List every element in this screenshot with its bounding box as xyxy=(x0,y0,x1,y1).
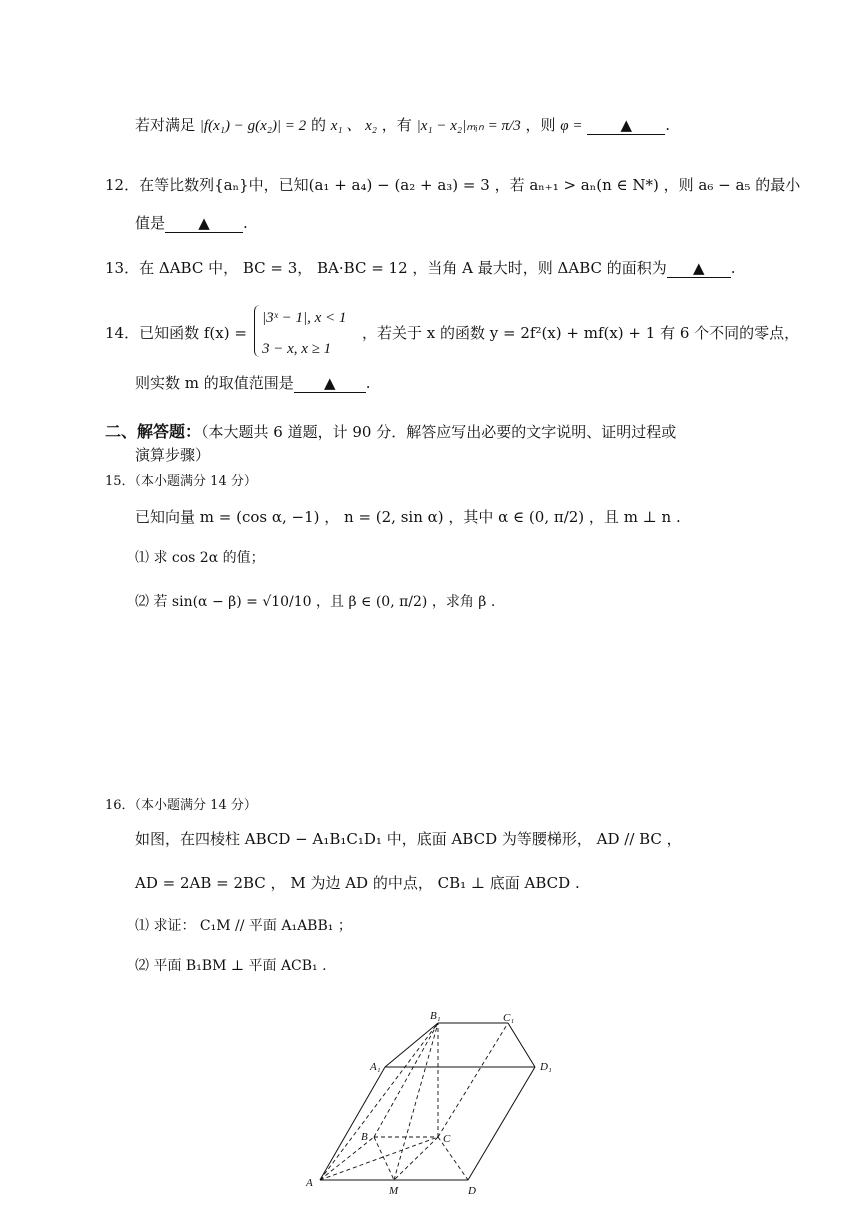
answer-blank: ▲ xyxy=(667,259,731,278)
q16-stem2: AD = 2AB = 2BC ， M 为边 AD 的中点， CB₁ ⊥ 底面 ABCD . xyxy=(135,874,580,892)
label-B: B xyxy=(361,1131,368,1143)
edge-B-B1 xyxy=(374,1023,438,1137)
q14-prompt: 则实数 m 的取值范围是 xyxy=(135,374,294,392)
figure-labels xyxy=(305,1010,552,1196)
q11-variables: x₁ 、 x₂ xyxy=(330,118,378,134)
q16-part1 xyxy=(135,918,352,935)
question-number: 16． xyxy=(105,798,135,813)
q11-tail-line xyxy=(135,116,670,135)
q13-line xyxy=(105,259,736,278)
q11-condition: |x₁ − x₂|ₘᵢₙ = π/3 xyxy=(416,118,521,134)
edge-C-M xyxy=(394,1137,438,1180)
part-text: 若 sin(α − β) = √10/10 ，且 β ∈ (0, π/2) ，求角 β . xyxy=(153,594,496,610)
period: . xyxy=(365,374,371,392)
question-number: 12． xyxy=(105,176,140,194)
q14-case2: 3 − x, x ≥ 1 xyxy=(262,341,332,357)
part-label: ⑴ xyxy=(135,918,149,934)
label-A1: A₁ xyxy=(370,1061,381,1073)
q16-part2 xyxy=(135,958,327,975)
points-note: （本小题满分 14 分） xyxy=(134,798,257,813)
edge-D-D1 xyxy=(468,1067,535,1180)
label-D1: D₁ xyxy=(540,1061,552,1073)
piecewise-brace xyxy=(254,305,261,357)
edge-A-C xyxy=(320,1137,438,1180)
label-C: C xyxy=(443,1133,451,1145)
figure-solid-edges xyxy=(320,1023,535,1180)
part-text: 求证： C₁M // 平面 A₁ABB₁ ； xyxy=(153,918,352,934)
q12-line1 xyxy=(105,176,800,194)
edge-M-B1 xyxy=(394,1023,438,1180)
edge-A-A1 xyxy=(320,1067,385,1180)
label-M: M xyxy=(389,1185,399,1196)
q11-expression: |f(x₁) − g(x₂)| = 2 xyxy=(199,118,307,134)
label-D: D xyxy=(468,1185,476,1196)
q12-stem: 在等比数列{aₙ}中，已知(a₁ + a₄) − (a₂ + a₃) = 3 ，若 aₙ₊₁ > aₙ(n ∈ N*) ，则 a₆ − a₅ 的最小 xyxy=(139,176,801,194)
figure-dashed-edges xyxy=(320,1023,508,1180)
part-text: 平面 B₁BM ⊥ 平面 ACB₁ . xyxy=(153,958,327,974)
prism-figure xyxy=(300,1006,560,1196)
section2-line2: 演算步骤） xyxy=(135,446,211,464)
part-label: ⑵ xyxy=(135,594,149,610)
q14-line2 xyxy=(135,374,371,393)
q11-target: φ = xyxy=(560,118,583,134)
q15-header xyxy=(105,474,257,490)
section-description: （本大题共 6 道题，计 90 分．解答应写出必要的文字说明、证明过程或 xyxy=(201,423,677,441)
edge-A-B1 xyxy=(320,1023,438,1180)
q16-header xyxy=(105,798,257,814)
question-number: 14． xyxy=(105,324,140,342)
period: . xyxy=(730,259,736,277)
q16-stem1: 如图，在四棱柱 ABCD − A₁B₁C₁D₁ 中，底面 ABCD 为等腰梯形， AD // BC ， xyxy=(135,830,682,848)
q12-line2 xyxy=(135,214,248,233)
q14-line1 xyxy=(105,324,247,342)
part-label: ⑵ xyxy=(135,958,149,974)
q11-text: 若对满足 xyxy=(135,116,196,134)
q11-text: ，有 xyxy=(381,116,412,134)
q14-case1: |3ˣ − 1|, x < 1 xyxy=(262,310,347,326)
section2-line1 xyxy=(105,422,676,441)
q11-text: 的 xyxy=(310,116,326,134)
q12-prompt: 值是 xyxy=(135,214,166,232)
q14-suffix: ，若关于 x 的函数 y = 2f²(x) + mf(x) + 1 有 6 个不同的零点， xyxy=(362,324,800,342)
answer-blank: ▲ xyxy=(165,214,243,233)
q14-function: 已知函数 f(x) = xyxy=(139,324,247,342)
label-C1: C₁ xyxy=(503,1012,515,1024)
edge-B-M xyxy=(374,1137,394,1180)
edge-A1-B1 xyxy=(385,1023,438,1067)
points-note: （本小题满分 14 分） xyxy=(134,474,257,489)
q13-stem: 在 ΔABC 中， BC = 3， BA·BC = 12 ，当角 A 最大时，则 ΔABC 的面积为 xyxy=(139,259,667,277)
edge-C-C1 xyxy=(438,1023,508,1137)
part-text: 求 cos 2α 的值； xyxy=(153,550,265,566)
q15-part1 xyxy=(135,550,265,567)
question-number: 15． xyxy=(105,474,135,489)
q15-part2 xyxy=(135,594,495,611)
q15-stem: 已知向量 m = (cos α, −1) ， n = (2, sin α) ，其中 α ∈ (0, π/2) ，且 m ⊥ n . xyxy=(135,508,681,526)
period: . xyxy=(243,214,248,232)
part-label: ⑴ xyxy=(135,550,149,566)
edge-C1-D1 xyxy=(508,1023,535,1067)
section-title: 二、解答题： xyxy=(105,422,202,441)
label-B1: B₁ xyxy=(430,1010,441,1022)
q11-text: ，则 xyxy=(525,116,556,134)
label-A: A xyxy=(306,1177,313,1189)
answer-blank: ▲ xyxy=(294,374,366,393)
answer-blank: ▲ xyxy=(587,116,665,135)
period: . xyxy=(665,116,671,134)
question-number: 13． xyxy=(105,259,140,277)
